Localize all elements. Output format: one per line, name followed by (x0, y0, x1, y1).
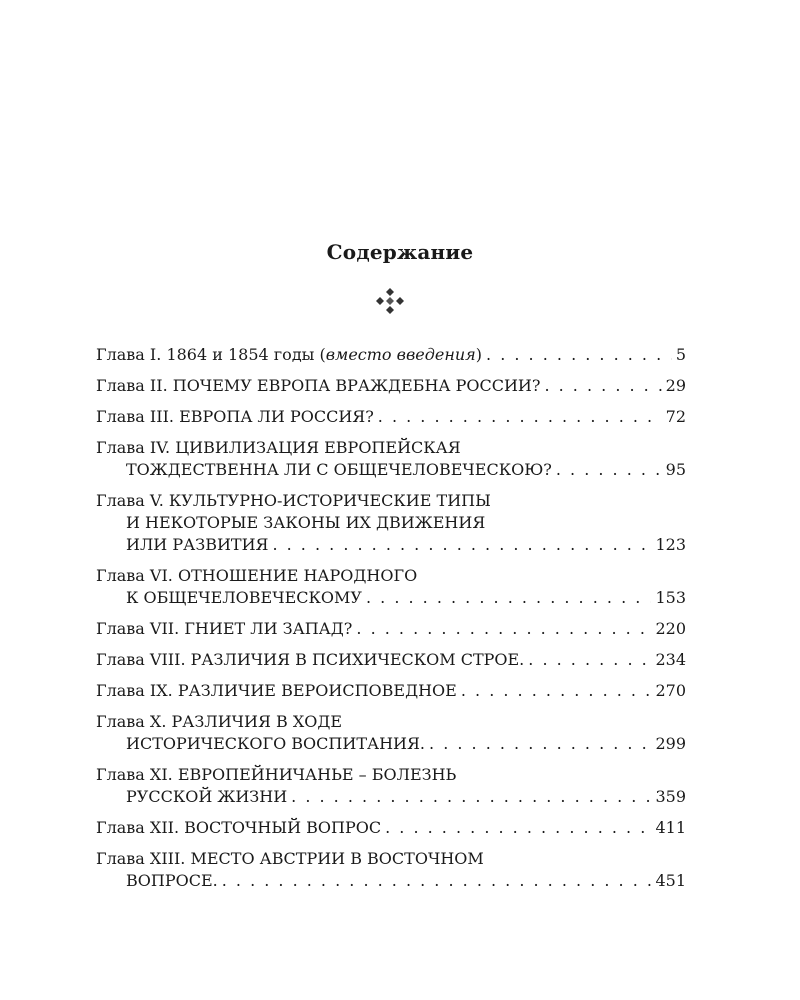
chapter-title-continuation: РУССКОЙ ЖИЗНИ (126, 787, 288, 806)
chapter-title-continuation: И НЕКОТОРЫЕ ЗАКОНЫ ИХ ДВИЖЕНИЯ (126, 513, 486, 532)
toc-line (96, 618, 686, 640)
four-diamond-ornament-icon (374, 287, 406, 315)
dot-leader (366, 587, 651, 609)
page-number: 5 (675, 345, 686, 364)
chapter-number: Глава VII. (96, 619, 180, 638)
toc-entry-chapter-10[interactable] (96, 711, 686, 755)
chapter-number: Глава VI. (96, 566, 173, 585)
chapter-number: Глава VIII. (96, 650, 186, 669)
toc-entry-chapter-5[interactable] (96, 490, 686, 556)
dot-leader (291, 786, 651, 808)
page-number: 270 (655, 681, 686, 700)
chapter-title: ВОСТОЧНЫЙ ВОПРОС (184, 818, 382, 837)
chapter-number: Глава XII. (96, 818, 180, 837)
chapter-title (166, 344, 482, 366)
chapter-number: Глава XI. (96, 765, 173, 784)
toc-line (96, 375, 686, 397)
toc-entry-chapter-12[interactable] (96, 817, 686, 839)
toc-line (96, 817, 686, 839)
chapter-number: Глава XIII. (96, 849, 186, 868)
chapter-title: ГНИЕТ ЛИ ЗАПАД? (184, 619, 353, 638)
toc-line (96, 437, 686, 459)
toc-line-continuation (96, 870, 686, 892)
dot-leader (272, 534, 651, 556)
toc-line-continuation (96, 733, 686, 755)
toc-entry-chapter-7[interactable] (96, 618, 686, 640)
toc-line (96, 490, 686, 512)
chapter-title: КУЛЬТУРНО-ИСТОРИЧЕСКИЕ ТИПЫ (168, 491, 491, 510)
toc-line (96, 406, 686, 428)
table-of-contents (96, 344, 686, 901)
toc-line (96, 711, 686, 733)
page-number: 95 (665, 460, 686, 479)
toc-line (96, 764, 686, 786)
toc-line (96, 649, 686, 671)
dot-leader (461, 680, 652, 702)
toc-line (96, 848, 686, 870)
toc-entry-chapter-9[interactable] (96, 680, 686, 702)
toc-entry-chapter-6[interactable] (96, 565, 686, 609)
chapter-number: Глава IX. (96, 681, 173, 700)
toc-line-continuation (96, 459, 686, 481)
toc-entry-chapter-3[interactable] (96, 406, 686, 428)
toc-line-continuation (96, 587, 686, 609)
chapter-number: Глава III. (96, 407, 174, 426)
page-number: 29 (665, 376, 686, 395)
toc-entry-chapter-2[interactable] (96, 375, 686, 397)
chapter-title: РАЗЛИЧИЯ В ХОДЕ (171, 712, 343, 731)
chapter-title: ОТНОШЕНИЕ НАРОДНОГО (177, 566, 418, 585)
chapter-title: ЕВРОПА ЛИ РОССИЯ? (179, 407, 374, 426)
toc-entry-chapter-4[interactable] (96, 437, 686, 481)
dot-leader (429, 733, 651, 755)
dot-leader (356, 618, 651, 640)
page-number: 359 (655, 787, 686, 806)
chapter-subtitle-italic: вместо введения (325, 345, 476, 364)
page-number: 299 (655, 734, 686, 753)
chapter-title-continuation: ВОПРОСЕ. (126, 871, 218, 890)
chapter-number: Глава IV. (96, 438, 171, 457)
page-number: 451 (655, 871, 686, 890)
chapter-title: ЕВРОПЕЙНИЧАНЬЕ – БОЛЕЗНЬ (177, 765, 457, 784)
dot-leader (528, 649, 651, 671)
chapter-number: Глава II. (96, 376, 168, 395)
chapter-title: ПОЧЕМУ ЕВРОПА ВРАЖДЕБНА РОССИИ? (172, 376, 541, 395)
toc-entry-chapter-8[interactable] (96, 649, 686, 671)
chapter-title-continuation: ИЛИ РАЗВИТИЯ (126, 535, 269, 554)
page-number: 123 (655, 535, 686, 554)
chapter-title: РАЗЛИЧИЕ ВЕРОИСПОВЕДНОЕ (177, 681, 457, 700)
page-number: 153 (655, 588, 686, 607)
chapter-title-continuation: К ОБЩЕЧЕЛОВЕЧЕСКОМУ (126, 588, 362, 607)
page-number: 220 (655, 619, 686, 638)
dot-leader (378, 406, 662, 428)
chapter-title: ЦИВИЛИЗАЦИЯ ЕВРОПЕЙСКАЯ (175, 438, 461, 457)
dot-leader (556, 459, 662, 481)
dot-leader (385, 817, 651, 839)
toc-entry-chapter-11[interactable] (96, 764, 686, 808)
page-number: 411 (655, 818, 686, 837)
page-number: 234 (655, 650, 686, 669)
chapter-number: Глава I. (96, 345, 162, 364)
toc-line-continuation (96, 534, 686, 556)
toc-line-continuation (96, 512, 686, 534)
toc-entry-chapter-1[interactable] (96, 344, 686, 366)
page-number: 72 (665, 407, 686, 426)
toc-line-continuation (96, 786, 686, 808)
chapter-title-text: 1864 и 1854 годы (166, 345, 315, 364)
toc-entry-chapter-13[interactable] (96, 848, 686, 892)
chapter-title: МЕСТО АВСТРИИ В ВОСТОЧНОМ (190, 849, 484, 868)
chapter-number: Глава X. (96, 712, 167, 731)
chapter-title-continuation: ТОЖДЕСТВЕННА ЛИ С ОБЩЕЧЕЛОВЕЧЕСКОЮ? (126, 460, 552, 479)
chapter-title-continuation: ИСТОРИЧЕСКОГО ВОСПИТАНИЯ. (126, 734, 426, 753)
chapter-title: РАЗЛИЧИЯ В ПСИХИЧЕСКОМ СТРОЕ. (190, 650, 525, 669)
dot-leader (544, 375, 661, 397)
dot-leader (222, 870, 652, 892)
chapter-subtitle-open: ( (314, 345, 326, 364)
chapter-number: Глава V. (96, 491, 164, 510)
chapter-subtitle-close: ) (475, 345, 483, 364)
toc-line (96, 344, 686, 366)
toc-line (96, 565, 686, 587)
dot-leader (486, 344, 672, 366)
page-title: Содержание (326, 240, 474, 264)
toc-line (96, 680, 686, 702)
